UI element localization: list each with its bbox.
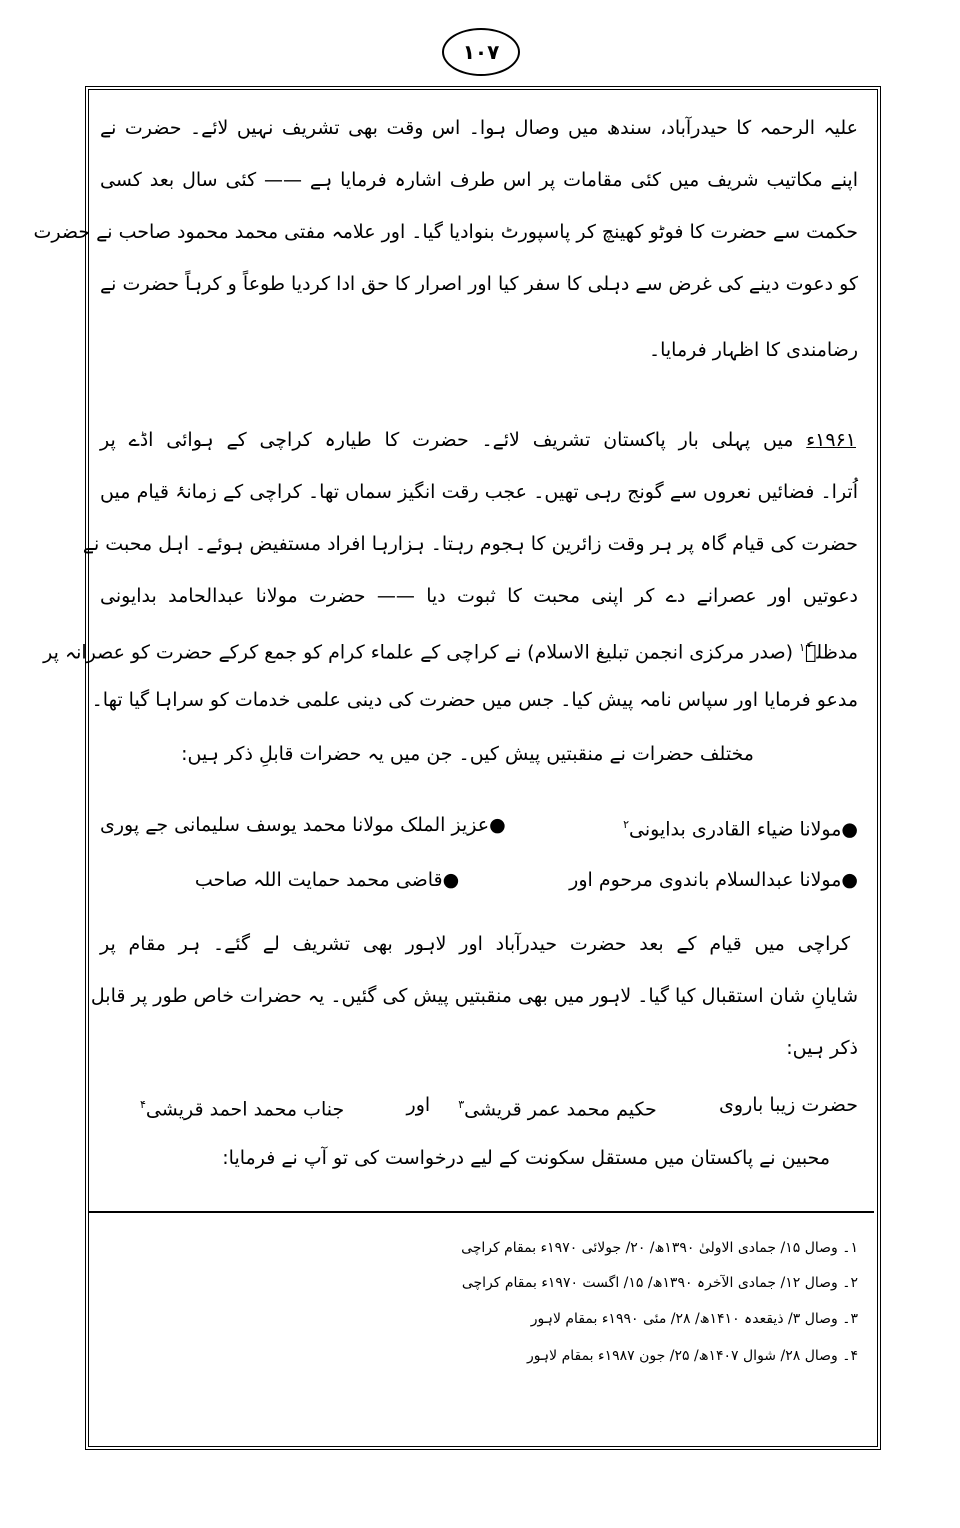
- bullet-text: مولانا ضیاء القادری بدایونی: [629, 818, 842, 841]
- name-text: حکیم محمد عمر قریشی: [464, 1098, 657, 1121]
- bullet-icon: ●: [841, 869, 858, 891]
- year: ۱۹۶۱ء: [806, 429, 856, 451]
- footnote: ۱۔ وصال ۱۵/ جمادی الاولیٰ ۱۳۹۰ھ/ ۲۰/ جولائی ۱۹۷۰ء بمقام کراچی: [461, 1240, 858, 1256]
- footnote: ۴۔ وصال ۲۸/ شوال ۱۴۰۷ھ/ ۲۵/ جون ۱۹۸۷ء بمقام لاہور: [526, 1348, 858, 1364]
- bullet-item: [195, 865, 459, 895]
- bullet-item: [569, 865, 858, 895]
- body-line: رضامندی کا اظہار فرمایا۔: [648, 339, 858, 361]
- body-line: کراچی میں قیام کے بعد حضرت حیدرآباد اور لاہور بھی تشریف لے گئے۔ ہر مقام پر: [100, 933, 850, 955]
- name-item: حضرت زیبا باروی: [719, 1094, 858, 1116]
- bullet-icon: ●: [841, 818, 858, 841]
- body-line: کو دعوت دینے کی غرض سے دہلی کا سفر کیا اور اصرار کا حق ادا کردیا طوعاً و کرہاً حضرت نے: [100, 273, 858, 295]
- footnote: ۳۔ وصال ۳/ ذیقعدہ ۱۴۱۰ھ/ ۲۸/ مئی ۱۹۹۰ء بمقام لاہور: [530, 1311, 858, 1327]
- para2-line1-rest: میں پہلی بار پاکستان تشریف لائے۔ حضرت کا طیارہ کراچی کے ہوائی اڈے پر: [100, 429, 807, 451]
- para2-line1: [100, 425, 856, 455]
- bullet-item: [623, 810, 858, 844]
- footnote-separator: [89, 1211, 874, 1213]
- body-line: مدعو فرمایا اور سپاس نامہ پیش کیا۔ جس میں حضرت کی دینی علمی خدمات کو سراہا گیا تھا۔: [91, 689, 858, 711]
- bullet-text: قاضی محمد حمایت اللہ صاحب: [194, 869, 443, 891]
- name-item: [140, 1090, 344, 1124]
- footnote-mark: ۴: [140, 1098, 146, 1111]
- body-line: حضرت کی قیام گاہ پر ہر وقت زائرین کا ہجوم رہتا۔ ہزارہا افراد مستفیض ہوئے۔ اہل محبت نے: [82, 533, 858, 555]
- footnote: ۲۔ وصال ۱۲/ جمادی الآخرہ ۱۳۹۰ھ/ ۱۵/ اگست ۱۹۷۰ء بمقام کراچی: [461, 1275, 858, 1291]
- body-line: حکمت سے حضرت کا فوٹو کھینچ کر پاسپورٹ بنوادیا گیا۔ اور علامہ مفتی محمد محمود صاحب نے حضرت: [33, 221, 858, 243]
- bullet-text: مولانا عبدالسلام باندوی مرحوم اور: [569, 869, 842, 891]
- bullet-text: عزیز الملک مولانا محمد یوسف سلیمانی جے پوری: [100, 814, 490, 836]
- body-line: محبین نے پاکستان میں مستقل سکونت کے لیے درخواست کی تو آپ نے فرمایا:: [222, 1147, 830, 1169]
- bullet-item: [100, 810, 506, 844]
- body-line: اپنے مکاتیب شریف میں کئی مقامات پر اس طرف اشارہ فرمایا ہے —— کئی سال بعد کسی: [100, 169, 858, 191]
- body-line: ذکر ہیں:: [786, 1037, 858, 1059]
- body-line: شایانِ شان استقبال کیا گیا۔ لاہور میں بھی منقبتیں پیش کی گئیں۔ یہ حضرات خاص طور پر قابل: [90, 985, 858, 1007]
- line5-rest: (صدر مرکزی انجمن تبلیغ الاسلام) نے کراچی کے علماء کرام کو جمع کرکے حضرت کو عصرانہ پر: [43, 641, 800, 664]
- body-line: علیہ الرحمہ کا حیدرآباد، سندھ میں وصال ہوا۔ اس وقت بھی تشریف نہیں لائے۔ حضرت نے: [100, 117, 858, 139]
- body-line: مختلف حضرات نے منقبتیں پیش کیں۔ جن میں یہ حضرات قابلِ ذکر ہیں:: [181, 743, 754, 765]
- name-group: [407, 1090, 657, 1124]
- name-text: جناب محمد احمد قریشی: [145, 1098, 345, 1121]
- para2-line5: [43, 633, 858, 667]
- footnote-mark: ۳: [458, 1098, 465, 1111]
- bullet-icon: ●: [489, 814, 506, 836]
- body-line: اُترا۔ فضائیں نعروں سے گونج رہی تھیں۔ عجب رقت انگیز سماں تھا۔ کراچی کے زمانۂ قیام میں: [100, 481, 858, 503]
- footnote-mark: ۲: [623, 818, 630, 831]
- page-number: ۱۰۷: [442, 28, 520, 76]
- name-item: اور: [406, 1094, 431, 1116]
- line5-start: مدظلہٗ: [805, 641, 858, 664]
- bullet-icon: ●: [442, 869, 460, 891]
- body-line: دعوتیں اور عصرانے دے کر اپنی محبت کا ثبوت دیا —— حضرت مولانا عبدالحامد بدایونی: [100, 585, 858, 607]
- footnote-mark: ۱: [799, 641, 806, 654]
- bullet-row: [100, 810, 858, 844]
- name-item: [458, 1090, 657, 1124]
- names-row: [140, 1090, 858, 1124]
- bullet-row: [100, 865, 858, 895]
